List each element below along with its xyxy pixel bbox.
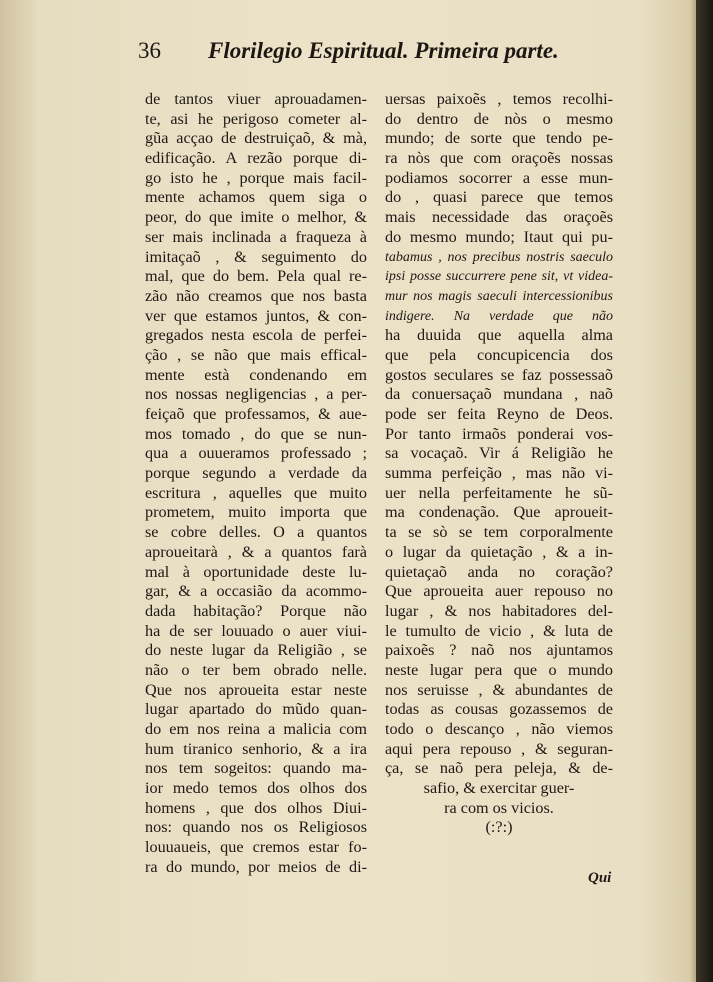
text-line: ra nòs que com oraçoẽs nossas: [385, 149, 613, 168]
text-line: porque segundo a verdade da: [145, 464, 367, 483]
text-line: summa perfeição , mas não vi-: [385, 464, 613, 483]
text-line: Que aproueita auer repouso no: [385, 582, 613, 601]
text-line: ça, se naõ pera peleja, & de-: [385, 759, 613, 778]
text-line: te, asi he perigoso cometer al-: [145, 109, 367, 128]
text-line: do em nos reina a malicia com: [145, 720, 367, 738]
text-line: do mesmo mundo; Itaut qui pu-: [385, 227, 613, 246]
text-line: ipsi posse succurrere pene sit, vt videa-: [385, 269, 613, 285]
text-line: ha de ser louuado o auer viui-: [145, 621, 367, 640]
text-line: imitaçaõ , & seguimento do: [145, 247, 367, 266]
text-line: de tantos viuer aprouadamen-: [145, 90, 367, 108]
text-line: nos tem sogeitos: quando ma-: [145, 759, 367, 778]
text-line: hum tiranico senhorio, & a ira: [145, 739, 367, 758]
text-line: do neste lugar da Religião , se: [145, 641, 367, 660]
text-line: que pela concupicencia dos: [385, 345, 613, 364]
page-number: 36: [138, 38, 161, 63]
text-line: dada habitação? Porque não: [145, 601, 367, 620]
text-line: quietaçaõ anda no coração?: [385, 562, 613, 581]
right-text-column: [385, 90, 613, 838]
text-line: mur nos magis saeculi intercessionibus: [385, 288, 613, 304]
text-line: mais necessidade das oraçoẽs: [385, 208, 613, 227]
text-line: safio, & exercitar guer-: [423, 779, 575, 798]
text-line: tabamus , nos precibus nostris saeculo: [385, 249, 613, 265]
text-line: gar, & a occasião da acommo-: [145, 582, 367, 601]
text-line: do dentro de nòs o mesmo: [385, 109, 613, 128]
text-line: aproueitarà , & a quantos farà: [145, 542, 367, 561]
text-line: aqui pera repouso , & seguran-: [385, 739, 613, 758]
text-line: gregados nesta escola de perfei-: [145, 326, 367, 345]
text-line: uersas paixoẽs , temos recolhi-: [385, 90, 613, 108]
text-line: gũa acçao de destruiçaõ, & mà,: [145, 129, 367, 148]
text-line: da conuersaçaõ mundana , naõ: [385, 385, 613, 404]
catchword: Qui: [588, 870, 612, 886]
text-line: nos nossas negligencias , a per-: [145, 385, 367, 404]
text-line: go isto he , porque mais facil-: [145, 168, 367, 187]
end-ornament: (:?:): [485, 818, 513, 837]
text-line: mos tomado , do que se nun-: [145, 424, 367, 443]
text-line: todo o descanço , não viemos: [385, 720, 613, 738]
text-line: paixoẽs ? naõ nos ajuntamos: [385, 641, 613, 660]
text-line: mundo; de sorte que tendo pe-: [385, 129, 613, 148]
text-line: feiçaõ que professamos, & aue-: [145, 405, 367, 423]
text-line: ma condenação. Que aproueit-: [385, 503, 613, 522]
text-line: não o ter bem obrado nelle.: [145, 660, 367, 679]
text-line: lugar apartado do mũdo quan-: [145, 700, 367, 719]
text-line: se cobre delles. O a quantos: [145, 523, 367, 542]
text-line: escritura , aquelles que muito: [145, 483, 367, 502]
text-line: podiamos socorrer a esse mun-: [385, 168, 613, 187]
left-text-column: [145, 90, 367, 878]
text-line: peor, do que imite o melhor, &: [145, 208, 367, 227]
text-line: uer nella perfeitamente he sũ-: [385, 483, 613, 502]
text-line: gostos seculares se faz possessaõ: [385, 365, 613, 384]
text-line: edificação. A rezão porque di-: [145, 149, 367, 168]
text-line: ta se sò se tem corporalmente: [385, 523, 613, 542]
text-line: nos seruisse , & abundantes de: [385, 680, 613, 699]
text-line: o lugar da quietação , & a in-: [385, 542, 613, 561]
text-line: lugar , & nos habitadores del-: [385, 601, 613, 620]
book-edge: [696, 0, 713, 982]
text-line: Por tanto irmaõs ponderai vos-: [385, 424, 613, 443]
text-line: mente achamos quem siga o: [145, 188, 367, 207]
text-line: le tumulto de vicio , & luta de: [385, 621, 613, 640]
text-line: do , quasi parece que temos: [385, 188, 613, 207]
text-line: indigere. Na verdade que não: [385, 308, 613, 324]
text-line: mal, que do bem. Pela qual re-: [145, 267, 367, 286]
text-line: neste lugar pera que o mundo: [385, 660, 613, 679]
running-title: Florilegio Espiritual. Primeira parte.: [208, 38, 559, 63]
text-line: prometem, muito importa que: [145, 503, 367, 522]
text-line: ra com os vicios.: [444, 798, 554, 817]
text-line: qua a ouueramos professado ;: [145, 444, 367, 463]
text-line: louuaueis, que cremos estar fo-: [145, 838, 367, 857]
text-line: ver que estamos juntos, & con-: [145, 306, 367, 325]
text-line: sa vocaçaõ. Vir á Religião he: [385, 444, 613, 463]
text-line: ra do mundo, por meios de di-: [145, 857, 367, 876]
text-line: mente està condenando em: [145, 365, 367, 384]
text-line: homens , que dos olhos Diui-: [145, 798, 367, 817]
text-line: zão não creamos que nos basta: [145, 286, 367, 305]
text-line: ior medo temos dos olhos dos: [145, 779, 367, 798]
text-line: ção , se não que mais effical-: [145, 345, 367, 364]
text-line: nos: quando nos os Religiosos: [145, 818, 367, 837]
text-line: ser mais inclinada a fraqueza à: [145, 227, 367, 246]
running-header: [138, 38, 698, 68]
text-line: ha duuida que aquella alma: [385, 326, 613, 345]
text-line: pode ser feita Reyno de Deos.: [385, 405, 613, 423]
text-line: todas as cousas gozassemos de: [385, 700, 613, 719]
text-line: Que nos aproueita estar neste: [145, 680, 367, 699]
text-line: mal à oportunidade deste lu-: [145, 562, 367, 581]
